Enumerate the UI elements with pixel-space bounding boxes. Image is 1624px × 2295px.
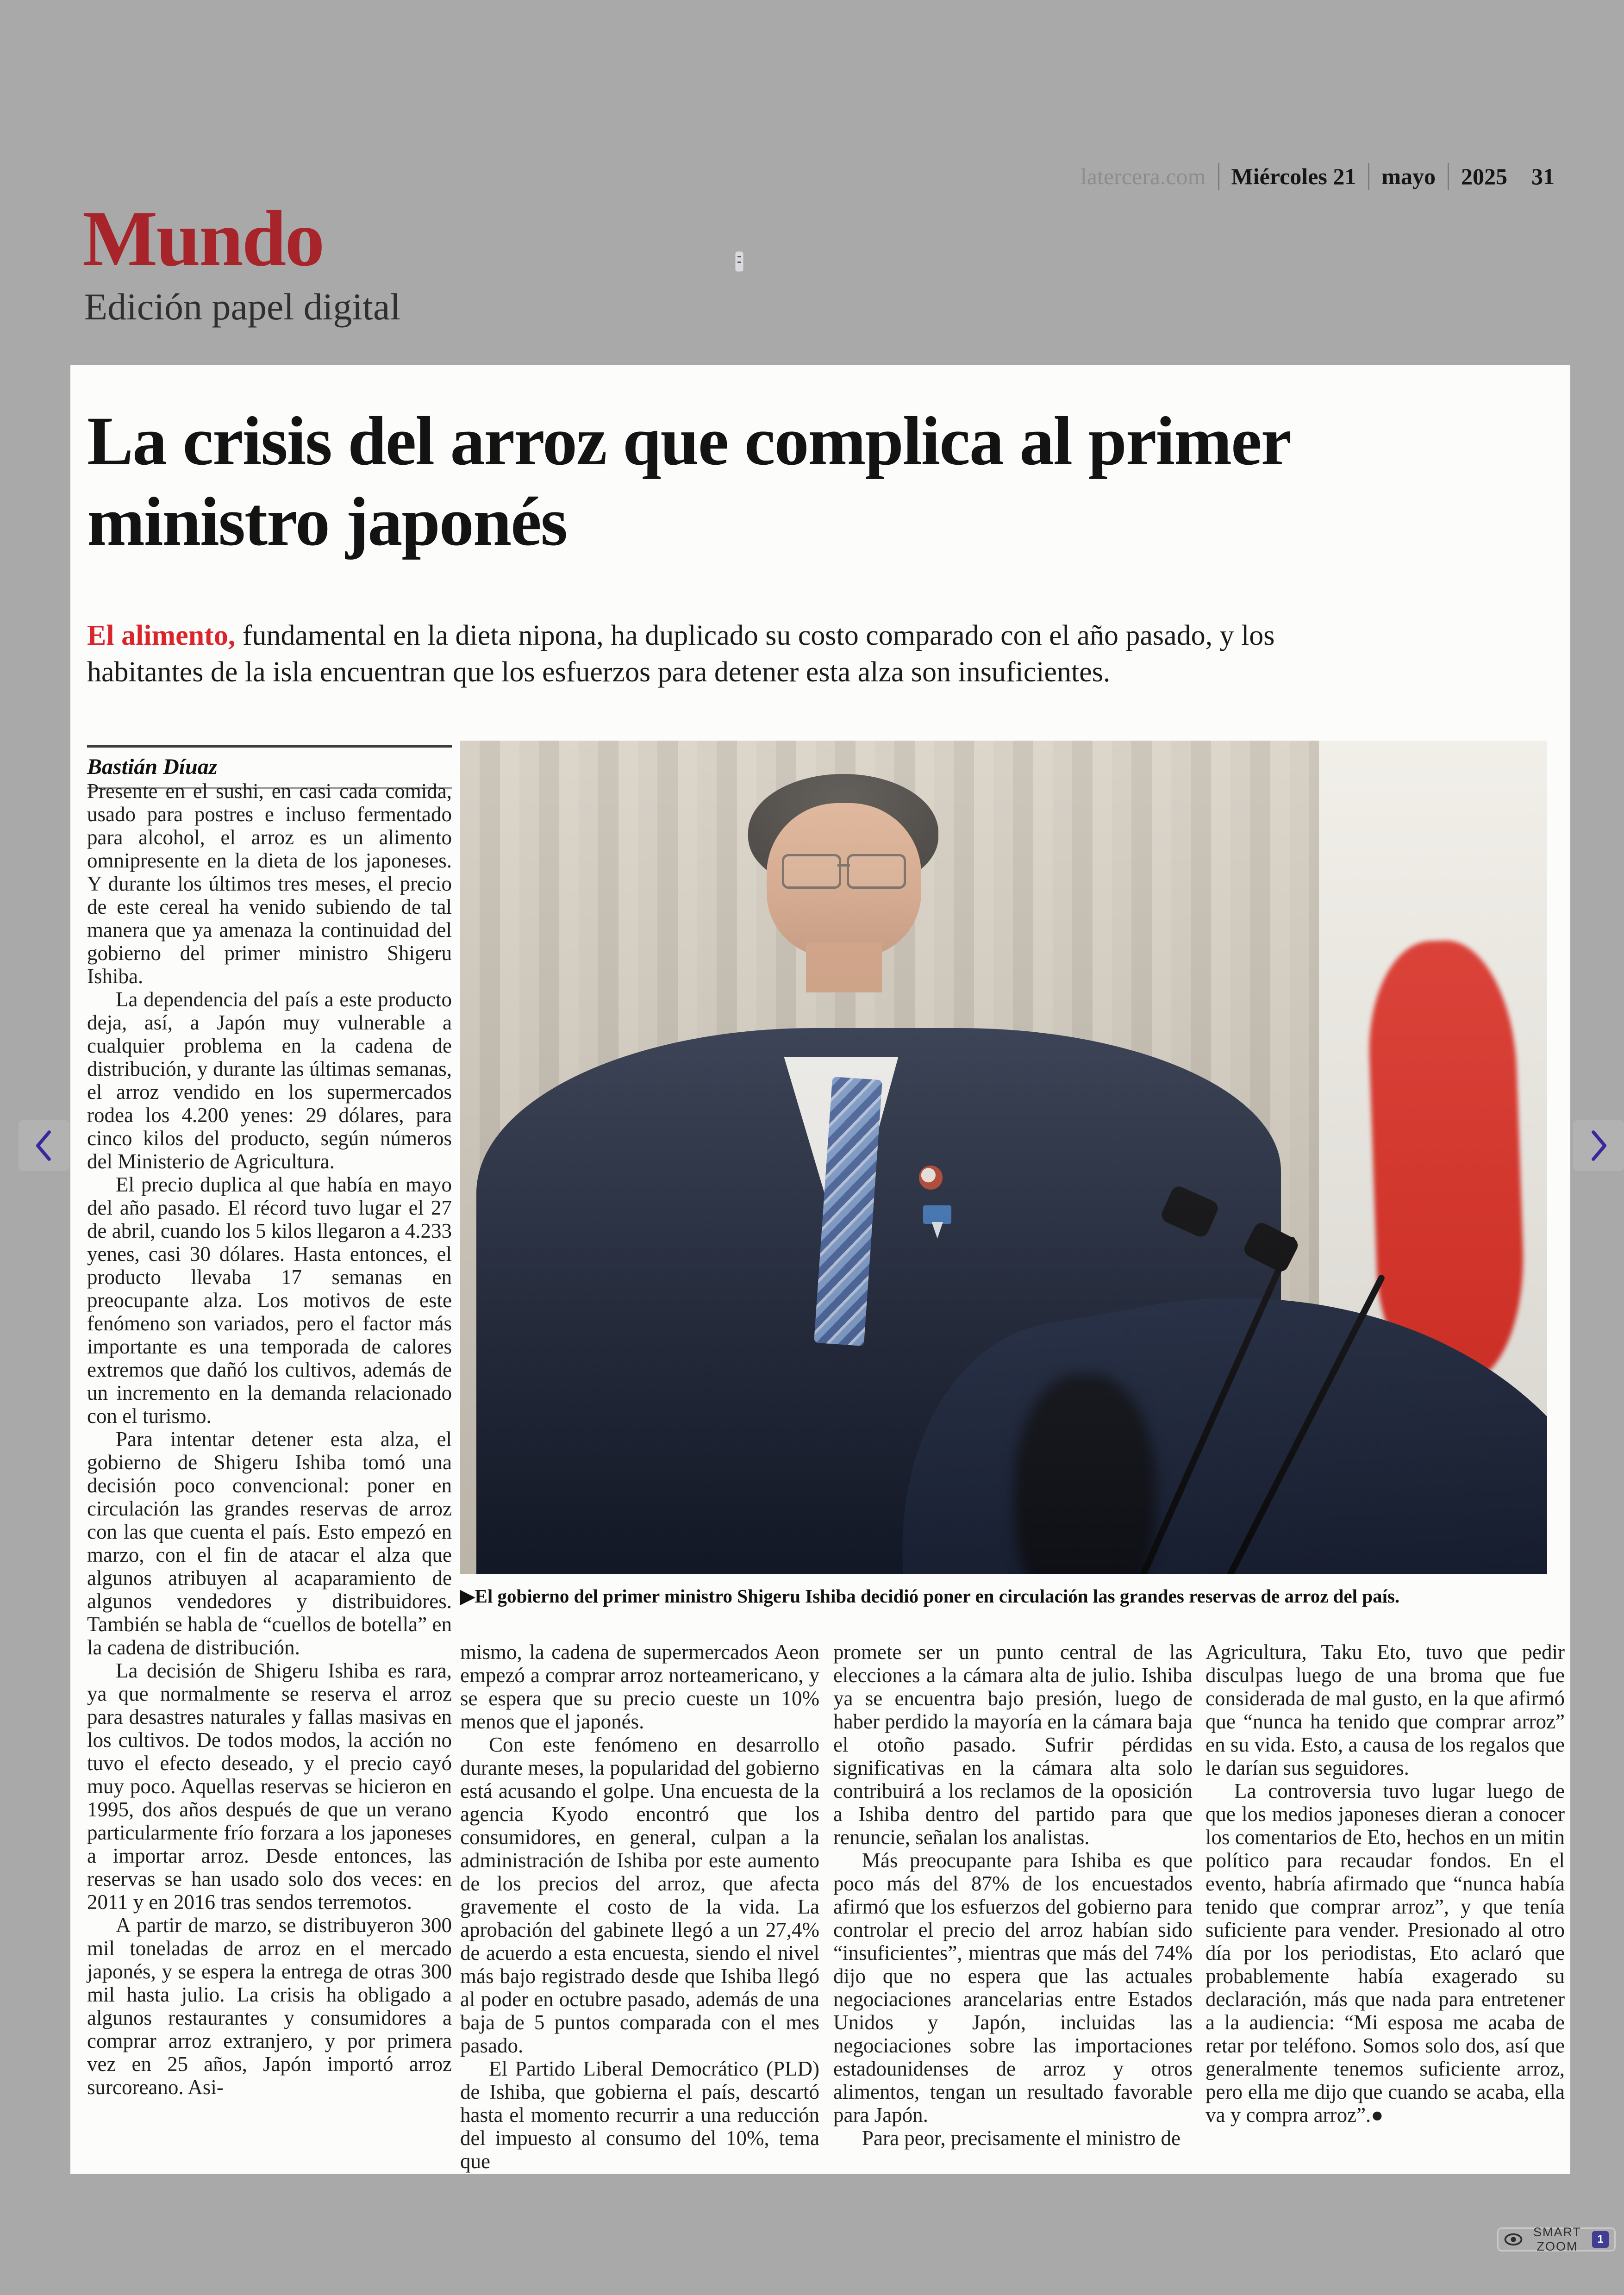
previous-page-button[interactable] — [19, 1120, 69, 1171]
section-title: Mundo — [82, 195, 324, 283]
article-headline: La crisis del arroz que complica al primer ministro japonés — [87, 403, 1290, 560]
divider — [1368, 163, 1369, 190]
paragraph: A partir de marzo, se distribuyeron 300 mil toneladas de arroz en el mercado japonés, y se espera la entrega de otras 300 mil hasta julio. La crisis ha obligado a algunos restaurantes y consumidores a comprar arroz extranjero, y por primera vez en 25 años, Japón importó arroz surcoreano. Asi- — [87, 1914, 452, 2099]
paragraph: La decisión de Shigeru Ishiba es rara, ya que normalmente se reserva el arroz para desastres naturales y fallas masivas en los cultivos. De todos modos, la acción no tuvo el efecto deseado, y el precio cayó muy poco. Aquellas reservas se hicieron en 1995, dos años después de que un verano particularmente frío forzara a los japoneses a importar arroz. Desde entonces, las reservas se han usado solo dos veces: en 2011 y en 2016 tras sendos terremotos. — [87, 1659, 452, 1914]
byline-author: Bastián Díuaz — [87, 755, 218, 779]
masthead-date-day: Miércoles 21 — [1231, 163, 1356, 189]
paragraph: El precio duplica al que había en mayo del año pasado. El récord tuvo lugar el 27 de abril, cuando los 5 kilos llegaron a 4.233 yenes, casi 30 dólares. Hasta entonces, el producto llevaba 17 semanas en preocupante alza. Los motivos de este fenómeno son variados, pero el factor más importante es una temporada de calores extremos que dañó los cultivos, además de un incremento en la demanda relacionado con el turismo. — [87, 1173, 452, 1428]
photo-caption: ▶El gobierno del primer ministro Shigeru Ishiba decidió poner en circulación las grandes reservas de arroz del país. — [460, 1585, 1400, 1607]
smart-zoom-label: SMART ZOOM — [1533, 2225, 1581, 2253]
masthead-date-month: mayo — [1381, 163, 1436, 189]
masthead-date-year: 2025 — [1461, 163, 1507, 189]
floating-widget-icon[interactable] — [735, 251, 743, 272]
smart-zoom-badge: 1 — [1592, 2231, 1609, 2248]
paragraph: Para peor, precisamente el ministro de — [862, 2127, 1181, 2150]
paragraph: Para intentar detener esta alza, el gobierno de Shigeru Ishiba tomó una decisión poco convencional: poner en circulación las grandes reservas de arroz con las que cuenta el país. Esto empezó en marzo, con el fin de atacar el alza que algunos atribuyen al acaparamiento de algunos vendedores y distribuidores. También se habla de “cuellos de botella” en la cadena de distribución. — [87, 1428, 452, 1659]
paragraph: Agricultura, Taku Eto, tuvo que pedir disculpas luego de una broma que fue considerada de mal gusto, en la que afirmó que “nunca ha tenido que comprar arroz” en su vida. Esto, a causa de los regalos que le darían sus seguidores. — [1206, 1640, 1565, 1779]
chevron-left-icon — [31, 1129, 57, 1162]
page-number: 31 — [1531, 163, 1555, 189]
eye-icon — [1504, 2233, 1523, 2246]
paragraph: mismo, la cadena de supermercados Aeon empezó a comprar arroz norteamericano, y se espera que su precio cueste un 10% menos que el japonés. — [460, 1640, 819, 1733]
article-photo — [460, 741, 1547, 1574]
lede-text: fundamental en la dieta nipona, ha duplicado su costo comparado con el año pasado, y los habitantes de la isla encuentran que los esfuerzos para detener esta alza son insuficientes. — [87, 620, 1275, 688]
article-column-2 — [460, 1640, 819, 2173]
divider — [1448, 163, 1449, 190]
smart-zoom-button[interactable] — [1497, 2227, 1616, 2251]
section-subtitle: Edición papel digital — [84, 286, 401, 328]
paragraph: La controversia tuvo lugar luego de que los medios japoneses dieran a conocer los comentarios de Eto, hechos en un mitin político para recaudar fondos. En el evento, habría afirmado que “nunca había tenido que comprar arroz”, y que tenía suficiente para vender. Presionado al otro día por los periodistas, Eto aclaró que probablemente había exagerado su declaración, más que nada para entretener a la audiencia: “Mi esposa me acaba de retar por teléfono. Somos solo dos, así que generalmente tenemos suficiente arroz, pero ella me dijo que cuando se acaba, ella va y compra arroz”.● — [1206, 1779, 1565, 2127]
chevron-right-icon — [1586, 1129, 1612, 1162]
article-lede — [87, 617, 1355, 691]
article-column-1 — [87, 780, 452, 2099]
photo-shading — [460, 741, 1547, 1574]
paragraph: Más preocupante para Ishiba es que poco más del 87% de los encuestados afirmó que los esfuerzos del gobierno para controlar el precio del arroz habían sido “insuficientes”, mientras que más del 74% dijo que no espera que las actuales negociaciones arancelarias entre Estados Unidos y Japón, incluidas las negociaciones sobre las importaciones estadounidenses de arroz y otros alimentos, tengan un resultado favorable para Japón. — [833, 1849, 1193, 2127]
article-page — [70, 365, 1570, 2174]
paragraph: Presente en el sushi, en casi cada comida, usado para postres e incluso fermentado para alcohol, el arroz es un alimento omnipresente en la dieta de los japoneses. Y durante los últimos tres meses, el precio de este cereal ha venido subiendo de tal manera que ya amenaza la continuidad del gobierno del primer ministro Shigeru Ishiba. — [87, 780, 452, 988]
paragraph: Con este fenómeno en desarrollo durante meses, la popularidad del gobierno está acusando el golpe. Una encuesta de la agencia Kyodo encontró que los consumidores, en general, culpan a la administración de Ishiba por este aumento de los precios del arroz, que afecta gravemente el costo de la vida. La aprobación del gabinete llegó a un 27,4% de acuerdo a esta encuesta, siendo el nivel más bajo registrado desde que Ishiba llegó al poder en octubre pasado, además de una baja de 5 puntos comparada con el mes pasado. — [460, 1733, 819, 2057]
article-column-4 — [1206, 1640, 1565, 2127]
paragraph: El Partido Liberal Democrático (PLD) de Ishiba, que gobierna el país, descartó hasta el momento recurrir a una reducción del impuesto al consumo del 10%, tema que — [460, 2057, 819, 2173]
paragraph: La dependencia del país a este producto deja, así, a Japón muy vulnerable a cualquier problema en la cadena de distribución, y durante las últimas semanas, el arroz vendido en los supermercados rodea los 4.200 yenes: 29 dólares, para cinco kilos del producto, según números del Ministerio de Agricultura. — [87, 988, 452, 1173]
article-column-3 — [833, 1640, 1193, 2150]
lede-highlight: El alimento, — [87, 620, 236, 651]
site-name: latercera.com — [1080, 163, 1206, 189]
masthead — [1081, 163, 1555, 190]
divider — [1218, 163, 1219, 190]
next-page-button[interactable] — [1573, 1120, 1624, 1171]
paragraph: promete ser un punto central de las elecciones a la cámara alta de julio. Ishiba ya se encuentra bajo presión, luego de haber perdido la mayoría en la cámara baja el otoño pasado. Sufrir pérdidas significativas en la cámara alta solo contribuirá a los reclamos de la oposición a Ishiba dentro del partido para que renuncie, señalan los analistas. — [833, 1640, 1193, 1849]
